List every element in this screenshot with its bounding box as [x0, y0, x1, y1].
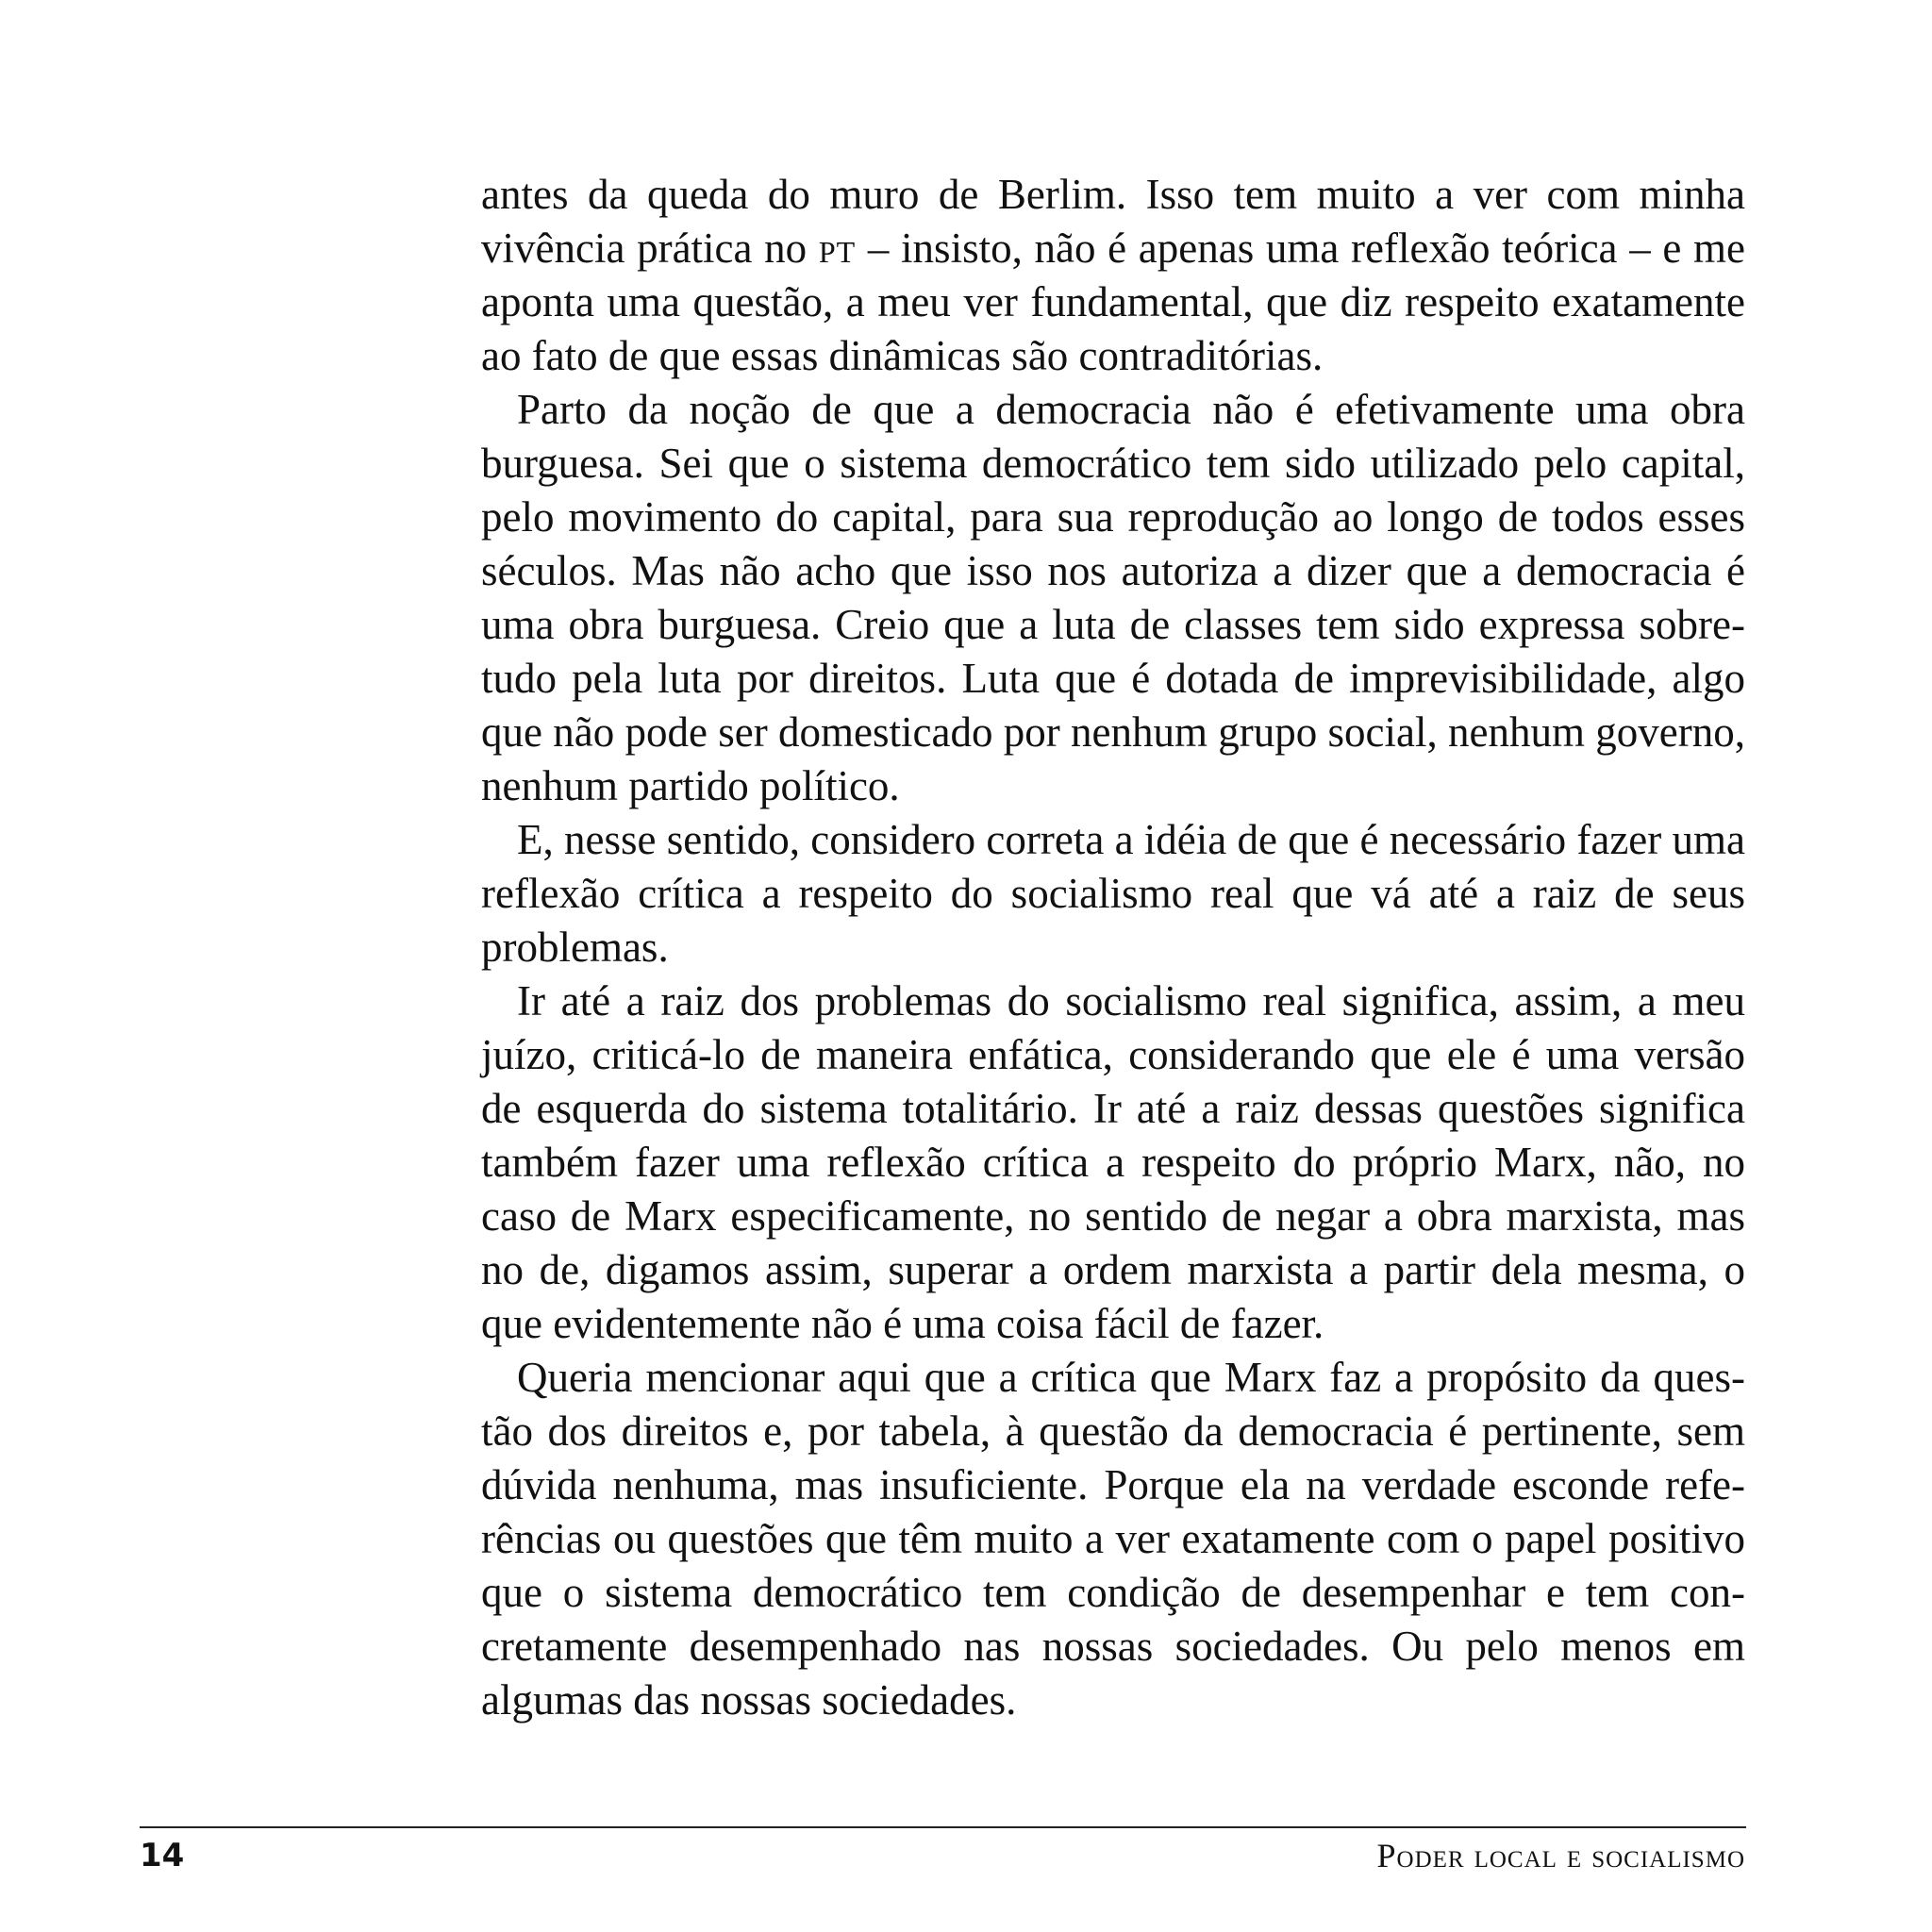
paragraph-4: Ir até a raiz dos problemas do socialismo real significa, assim, a meu juízo, criticá-lo de maneira enfática, considerando que ele é uma versão de esquerda do sistema totalitário. Ir até a raiz dessas questões significa também fazer uma reflexão crítica a respeito do próprio Marx, não, no caso de Marx especificamente, no sentido de negar a obra marxista, mas no de, digamos assim, superar a ordem marxista a partir dela mesma, o que evidentemente não é uma coisa fácil de fazer. — [481, 977, 1745, 1347]
party-abbreviation: pt — [818, 225, 857, 272]
paragraph-1 — [481, 168, 1745, 383]
body-text — [481, 168, 1745, 1727]
paragraph-5: Queria mencionar aqui que a crítica que Marx faz a propósito da questão dos direitos e, por tabela, à questão da democracia é pertinente, sem dúvida nenhuma, mas insuficiente. Porque ela na verdade esconde referências ou questões que têm muito a ver exatamente com o papel positivo que o sistema democrático tem condição de desempenhar e tem concretamente desempenhado nas nossas sociedades. Ou pelo menos em algumas das nossas sociedades. — [481, 1354, 1745, 1724]
paragraph-2: Parto da noção de que a democracia não é efetivamente uma obra burguesa. Sei que o sistema democrático tem sido utilizado pelo capital, pelo movimento do capital, para sua reprodução ao longo de todos esses séculos. Mas não acho que isso nos autoriza a dizer que a democracia é uma obra burguesa. Creio que a luta de classes tem sido expressa sobretudo pela luta por direitos. Luta que é dotada de imprevisibilidade, algo que não pode ser domesticado por nenhum grupo social, nenhum governo, nenhum partido político. — [481, 386, 1745, 809]
running-title: Poder local e socialismo — [1376, 1837, 1745, 1874]
footer-divider — [140, 1826, 1746, 1828]
page-number: 14 — [140, 1837, 185, 1874]
paragraph-3: E, nesse sentido, considero correta a idéia de que é necessário fazer uma reflexão crítica a respeito do socialismo real que vá até a raiz de seus problemas. — [481, 816, 1745, 971]
paragraph-1-text-end: – insisto, não é apenas uma reflexão teórica – e me aponta uma questão, a meu ver fundamental, que diz respeito exatamente ao fato de que essas dinâmicas são contraditórias. — [481, 225, 1745, 379]
paragraph-1-text-start: antes da queda do muro de Berlim. Isso tem muito a ver com minha vivência prática no — [481, 171, 1745, 272]
